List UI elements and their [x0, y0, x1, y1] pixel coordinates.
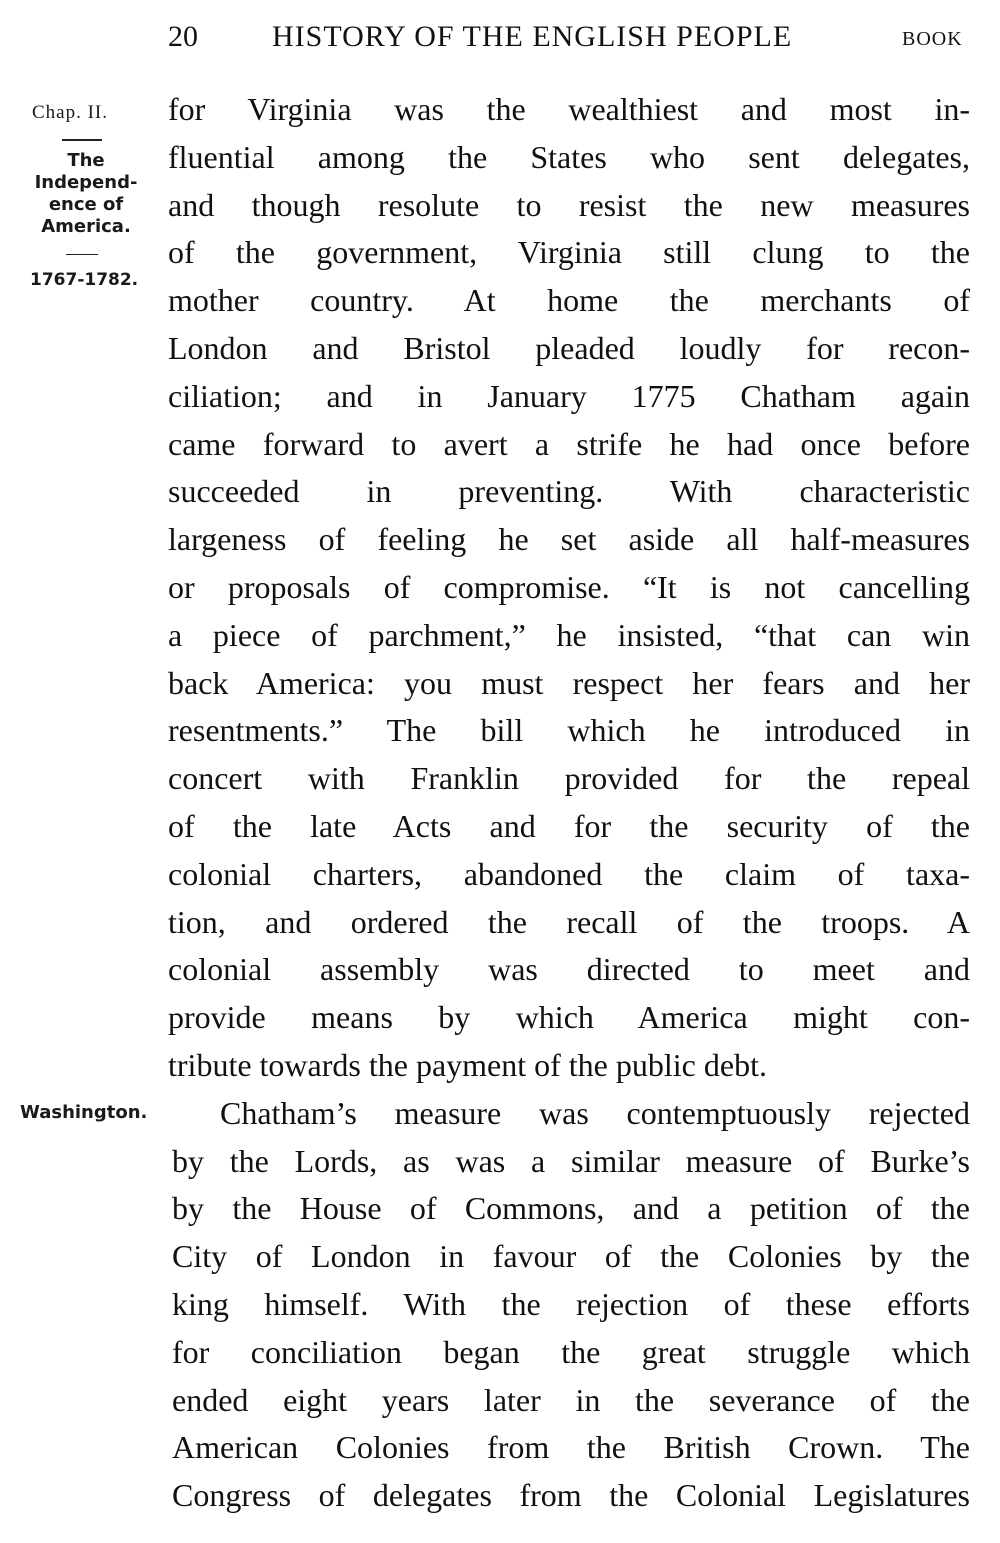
text-line: Chatham’s measure was contemptuously rejected — [220, 1094, 970, 1131]
topic-line: ence of — [48, 194, 124, 215]
text-line: for conciliation began the great struggle which — [172, 1333, 970, 1370]
text-line: colonial assembly was directed to meet and — [168, 951, 970, 988]
text-line: American Colonies from the British Crown. The — [172, 1429, 970, 1466]
years-sidenote: 1767-1782. — [30, 270, 139, 290]
text-line: tribute towards the payment of the public debt. — [168, 1046, 767, 1083]
topic-line: America. — [41, 216, 131, 237]
text-line: colonial charters, abandoned the claim of taxa- — [168, 855, 970, 892]
text-line: fluential among the States who sent delegates, — [168, 138, 970, 175]
text-line: of the government, Virginia still clung to the — [168, 234, 970, 271]
text-line: mother country. At home the merchants of — [168, 282, 970, 319]
text-line: came forward to avert a strife he had once before — [168, 425, 970, 462]
text-line: ended eight years later in the severance of the — [172, 1381, 970, 1418]
topic-line: Independ- — [34, 172, 138, 193]
text-line: London and Bristol pleaded loudly for recon- — [168, 329, 970, 366]
text-line: resentments.” The bill which he introduced in — [168, 712, 970, 749]
page-number: 20 — [168, 20, 198, 53]
text-line: by the Lords, as was a similar measure of Burke’s — [172, 1142, 970, 1179]
text-line: succeeded in preventing. With characteristic — [168, 473, 970, 510]
text-line: provide means by which America might con- — [168, 999, 970, 1036]
text-line: by the House of Commons, and a petition of the — [172, 1190, 970, 1227]
chapter-label: Chap. II. — [32, 102, 109, 123]
text-line: king himself. With the rejection of these efforts — [172, 1285, 970, 1322]
text-line: for Virginia was the wealthiest and most in- — [168, 91, 970, 127]
body-text — [168, 86, 970, 1520]
margin-rule — [66, 254, 98, 255]
text-line: Congress of delegates from the Colonial Legislatures — [172, 1477, 970, 1514]
text-line: a piece of parchment,” he insisted, “that can win — [168, 616, 970, 653]
text-line: and though resolute to resist the new measures — [168, 186, 970, 223]
running-header — [0, 18, 1000, 58]
topic-sidenote — [24, 150, 148, 238]
text-line: largeness of feeling he set aside all half-measures — [168, 521, 970, 558]
text-line: tion, and ordered the recall of the troops. A — [168, 903, 970, 940]
running-title: HISTORY OF THE ENGLISH PEOPLE — [272, 20, 793, 53]
margin-rule — [62, 139, 102, 141]
text-line: concert with Franklin provided for the repeal — [168, 760, 970, 797]
book-label: BOOK — [902, 28, 963, 50]
washington-sidenote: Washington. — [20, 1102, 148, 1123]
text-line: ciliation; and in January 1775 Chatham again — [168, 377, 970, 414]
text-line: or proposals of compromise. “It is not cancelling — [168, 568, 970, 605]
topic-line: The — [67, 150, 105, 171]
text-line: of the late Acts and for the security of the — [168, 807, 970, 844]
text-line: back America: you must respect her fears and her — [168, 664, 970, 701]
text-line: City of London in favour of the Colonies by the — [172, 1238, 970, 1275]
